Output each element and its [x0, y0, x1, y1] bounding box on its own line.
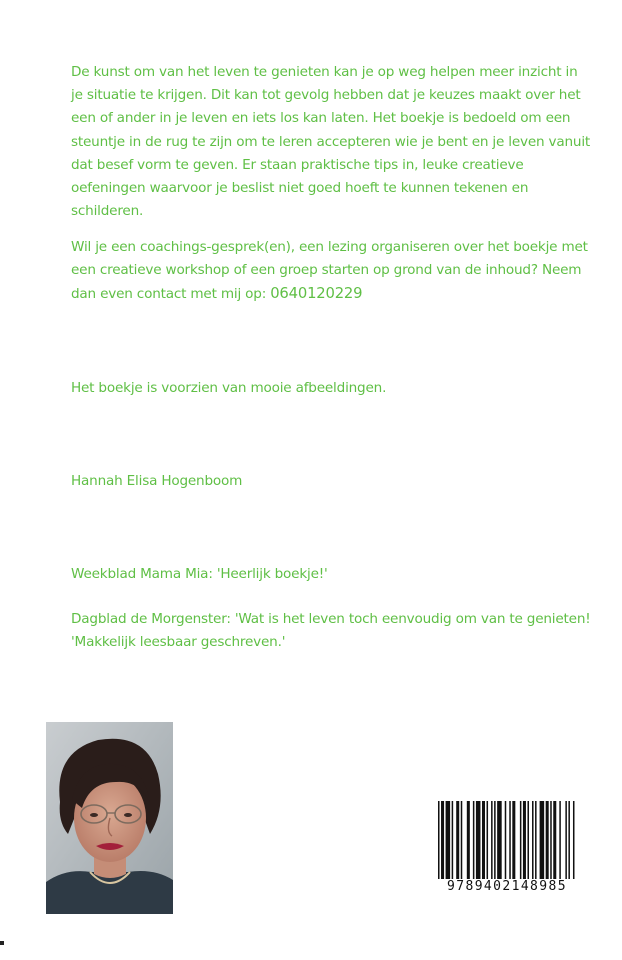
- barcode-bar: [559, 801, 561, 879]
- barcode-bar: [520, 801, 522, 879]
- isbn-digits: 9789402148985: [447, 879, 567, 894]
- contact-paragraph: [71, 236, 591, 307]
- barcode-bar: [546, 801, 549, 879]
- barcode-bar: [461, 801, 463, 879]
- intro-paragraph: De kunst om van het leven te genieten kan je op weg helpen meer inzicht in je situatie te krijgen. Dit kan tot gevolg hebben dat je keuzes maakt over het een of ander in je leven en iets los kan laten. Het boekje is bedoeld om een steuntje in de rug te zijn om te leren accepteren wie je bent en je leven vanuit dat besef vorm te geven. Er staan praktische tips in, leuke creatieve oefeningen waarvoor je beslist niet goed hoeft te kunnen tekenen en schilderen.: [71, 64, 591, 220]
- barcode-bar: [491, 801, 493, 879]
- author-photo: [46, 722, 173, 914]
- barcode-bar: [494, 801, 496, 879]
- contact-text: Wil je een coachings-gesprek(en), een lezing organiseren over het boekje met een creatieve workshop of een groep starten op grond van de inhoud? Neem dan even contact met mij op:: [71, 239, 588, 303]
- barcode-bar: [527, 801, 529, 879]
- barcode-bar: [553, 801, 556, 879]
- barcode-bar: [452, 801, 454, 879]
- barcode-bar: [476, 801, 481, 879]
- barcode-bar: [438, 801, 440, 879]
- barcode-bar: [509, 801, 511, 879]
- author-portrait-image: [46, 722, 173, 914]
- barcode-bar: [573, 801, 575, 879]
- barcode-bar: [467, 801, 470, 879]
- review-mama-mia: Weekblad Mama Mia: 'Heerlijk boekje!': [71, 566, 328, 582]
- barcode-bar: [456, 801, 459, 879]
- barcode-bar: [441, 801, 444, 879]
- illustrations-note: Het boekje is voorzien van mooie afbeeldingen.: [71, 380, 387, 396]
- barcode-bar: [446, 801, 451, 879]
- barcode-bars: [438, 801, 576, 879]
- review-morgenster: Dagblad de Morgenster: 'Wat is het leven toch eenvoudig om van te genieten! 'Makkelijk leesbaar geschreven.': [71, 611, 591, 651]
- barcode-bar: [565, 801, 567, 879]
- barcode-bar: [473, 801, 475, 879]
- barcode-bar: [532, 801, 534, 879]
- barcode-bar: [550, 801, 552, 879]
- contact-phone: 0640120229: [270, 285, 363, 303]
- corner-mark: [0, 941, 4, 945]
- barcode-bar: [540, 801, 545, 879]
- isbn-barcode: [434, 799, 580, 903]
- barcode-bar: [482, 801, 485, 879]
- barcode-bar: [505, 801, 507, 879]
- barcode-bar: [497, 801, 502, 879]
- author-name: Hannah Elisa Hogenboom: [71, 473, 243, 489]
- barcode-bar: [512, 801, 515, 879]
- barcode-bar: [535, 801, 537, 879]
- barcode-bar: [523, 801, 526, 879]
- barcode-bar: [487, 801, 489, 879]
- barcode-bar: [568, 801, 570, 879]
